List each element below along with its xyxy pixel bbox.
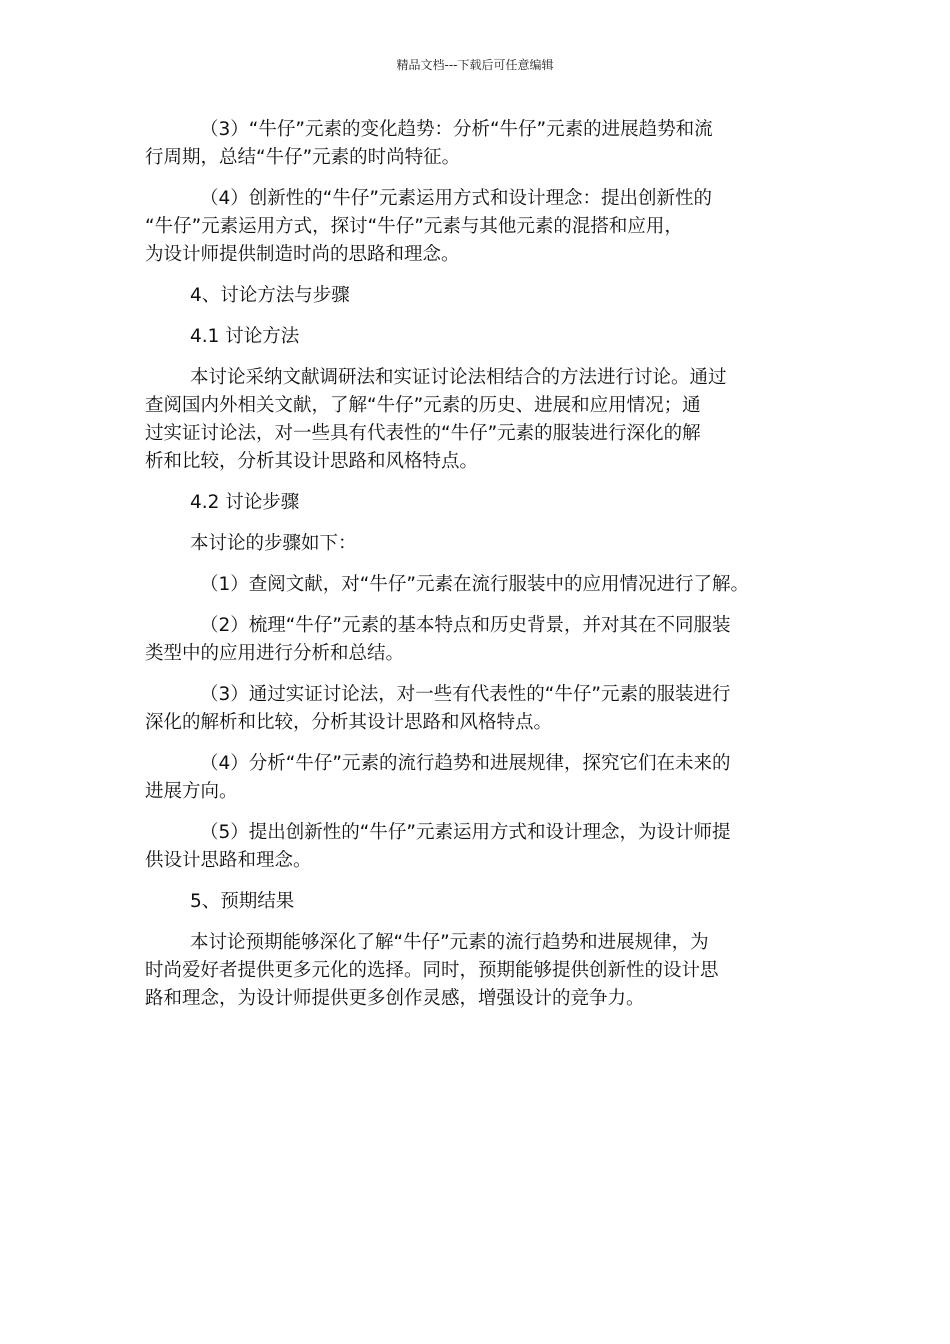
text-line: （2）梳理“牛仔”元素的基本特点和历史背景，并对其在不同服装 <box>200 615 731 636</box>
text-line: （1）查阅文献，对“牛仔”元素在流行服装中的应用情况进行了解。 <box>200 574 749 595</box>
paragraph <box>145 888 809 916</box>
paragraph <box>145 571 809 599</box>
document-body <box>145 116 809 1026</box>
text-line: 4.1 讨论方法 <box>190 326 300 347</box>
paragraph <box>145 612 809 668</box>
text-line: （4）分析“牛仔”元素的流行趋势和进展规律，探究它们在未来的 <box>200 753 731 774</box>
text-line: （5）提出创新性的“牛仔”元素运用方式和设计理念，为设计师提 <box>200 822 731 843</box>
paragraph <box>145 530 809 558</box>
text-line: 进展方向。 <box>145 781 238 802</box>
text-line: 查阅国内外相关文献，了解“牛仔”元素的历史、进展和应用情况；通 <box>145 395 701 416</box>
paragraph <box>145 282 809 310</box>
text-line: 5、预期结果 <box>190 891 295 912</box>
paragraph <box>145 681 809 737</box>
text-line: 路和理念，为设计师提供更多创作灵感，增强设计的竞争力。 <box>145 988 645 1009</box>
text-line: 本讨论预期能够深化了解“牛仔”元素的流行趋势和进展规律，为 <box>190 932 709 953</box>
text-line: 为设计师提供制造时尚的思路和理念。 <box>145 244 460 265</box>
paragraph <box>145 929 809 1013</box>
text-line: （4）创新性的“牛仔”元素运用方式和设计理念：提出创新性的 <box>200 188 712 209</box>
text-line: 时尚爱好者提供更多元化的选择。同时，预期能够提供创新性的设计思 <box>145 960 719 981</box>
paragraph <box>145 185 809 269</box>
text-line: （3）通过实证讨论法，对一些有代表性的“牛仔”元素的服装进行 <box>200 684 731 705</box>
text-line: “牛仔”元素运用方式，探讨“牛仔”元素与其他元素的混搭和应用， <box>145 216 683 237</box>
paragraph <box>145 364 809 476</box>
paragraph <box>145 750 809 806</box>
text-line: 本讨论采纳文献调研法和实证讨论法相结合的方法进行讨论。通过 <box>190 367 727 388</box>
text-line: 4、讨论方法与步骤 <box>190 285 350 306</box>
text-line: 行周期，总结“牛仔”元素的时尚特征。 <box>145 147 461 168</box>
text-line: 4.2 讨论步骤 <box>190 492 300 513</box>
text-line: 供设计思路和理念。 <box>145 850 312 871</box>
text-line: 深化的解析和比较，分析其设计思路和风格特点。 <box>145 712 553 733</box>
text-line: 过实证讨论法，对一些具有代表性的“牛仔”元素的服装进行深化的解 <box>145 423 701 444</box>
text-line: 析和比较，分析其设计思路和风格特点。 <box>145 451 479 472</box>
paragraph <box>145 819 809 875</box>
paragraph <box>145 116 809 172</box>
paragraph <box>145 323 809 351</box>
text-line: 类型中的应用进行分析和总结。 <box>145 643 405 664</box>
text-line: 本讨论的步骤如下： <box>190 533 357 554</box>
paragraph <box>145 489 809 517</box>
page-header: 精品文档---下载后可任意编辑 <box>396 58 554 72</box>
text-line: （3）“牛仔”元素的变化趋势：分析“牛仔”元素的进展趋势和流 <box>200 119 713 140</box>
